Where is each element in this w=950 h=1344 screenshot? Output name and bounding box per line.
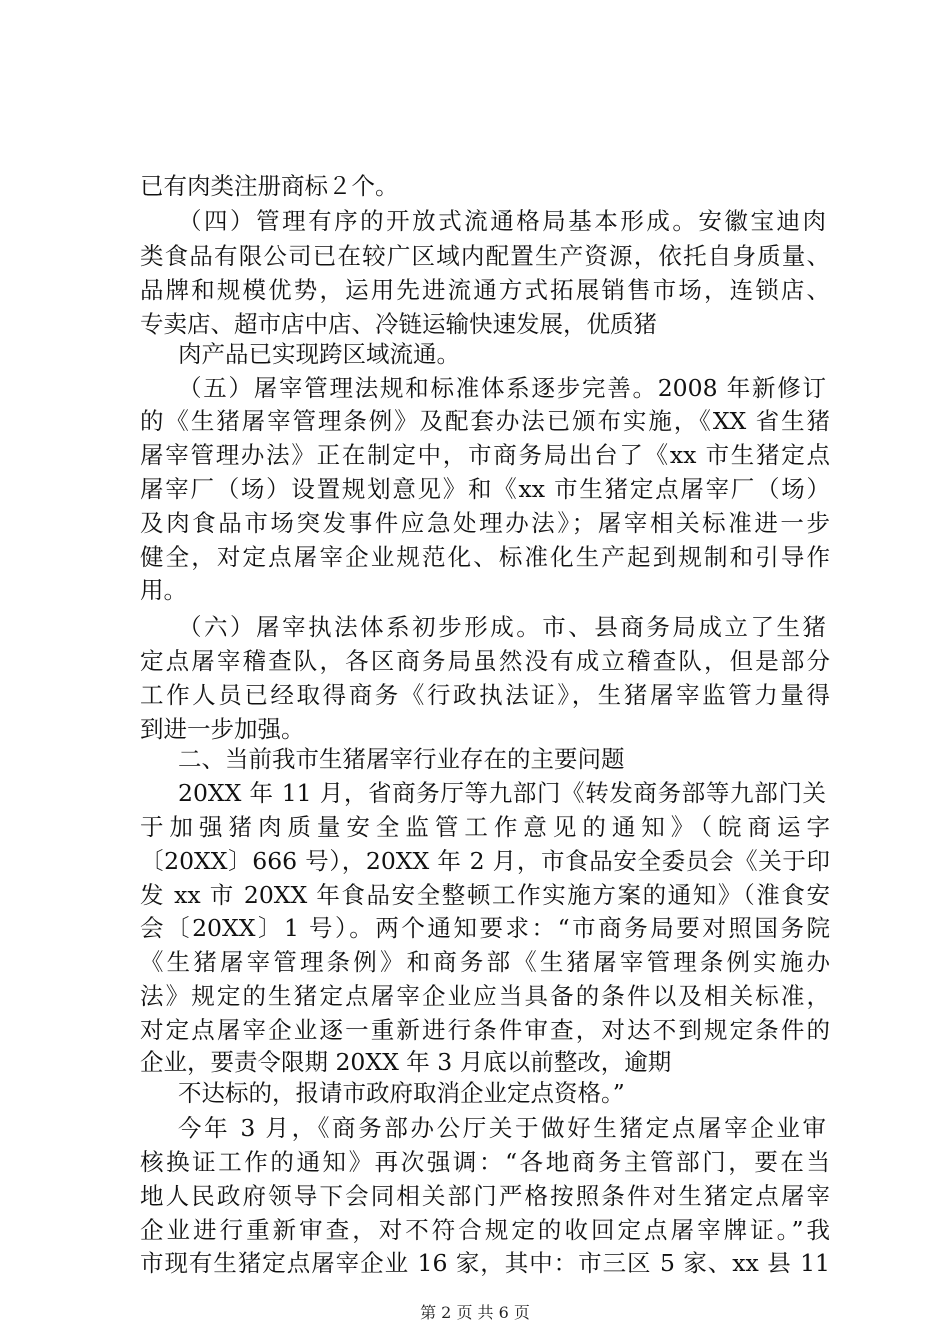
text-line: 〔20XX〕666 号），20XX 年 2 月，市食品安全委员会《关于印 [140,847,830,875]
text-line: 专卖店、超市店中店、冷链运输快速发展，优质猪 [140,310,657,338]
text-line: 企业，要责令限期 20XX 年 3 月底以前整改，逾期 [140,1048,672,1076]
text-line: 核换证工作的通知》再次强调：“各地商务主管部门，要在当 [140,1148,830,1176]
text-line: 类食品有限公司已在较广区域内配置生产资源，依托自身质量、 [140,242,830,270]
text-line: 用。 [140,576,187,604]
text-line: 屠宰管理办法》正在制定中，市商务局出台了《xx 市生猪定点 [140,441,830,469]
text-line: 屠宰厂（场）设置规划意见》和《xx 市生猪定点屠宰厂（场） [140,475,830,503]
text-line: 定点屠宰稽查队，各区商务局虽然没有成立稽查队，但是部分 [140,647,830,675]
text-line: 肉产品已实现跨区域流通。 [178,340,460,368]
text-line: （五）屠宰管理法规和标准体系逐步完善。2008 年新修订 [178,374,826,402]
text-line: 及肉食品市场突发事件应急处理办法》；屠宰相关标准进一步 [140,509,830,537]
text-line: （四）管理有序的开放式流通格局基本形成。安徽宝迪肉 [178,207,826,235]
text-line: 健全，对定点屠宰企业规范化、标准化生产起到规制和引导作 [140,543,830,571]
text-line: 地人民政府领导下会同相关部门严格按照条件对生猪定点屠宰 [140,1182,830,1210]
text-line: 市现有生猪定点屠宰企业 16 家，其中：市三区 5 家、xx 县 11 [140,1249,830,1277]
text-line: 对定点屠宰企业逐一重新进行条件审查，对达不到规定条件的 [140,1016,830,1044]
section-heading: 二、当前我市生猪屠宰行业存在的主要问题 [178,745,625,773]
text-line: 到进一步加强。 [140,715,305,743]
text-line: 法》规定的生猪定点屠宰企业应当具备的条件以及相关标准， [140,982,830,1010]
text-line: 于加强猪肉质量安全监管工作意见的通知》（皖商运字 [140,813,830,841]
text-line: 企业进行重新审查，对不符合规定的收回定点屠宰牌证。”我 [140,1216,830,1244]
text-line: 工作人员已经取得商务《行政执法证》，生猪屠宰监管力量得 [140,681,830,709]
text-line: （六）屠宰执法体系初步形成。市、县商务局成立了生猪 [178,613,826,641]
text-line: 品牌和规模优势，运用先进流通方式拓展销售市场，连锁店、 [140,276,830,304]
page-footer: 第 2 页 共 6 页 [420,1303,530,1322]
text-line: 不达标的，报请市政府取消企业定点资格。” [178,1079,625,1107]
text-line: 发 xx 市 20XX 年食品安全整顿工作实施方案的通知》（淮食安 [140,881,830,909]
text-line: 20XX 年 11 月，省商务厅等九部门《转发商务部等九部门关 [178,779,826,807]
text-line: 的《生猪屠宰管理条例》及配套办法已颁布实施，《XX 省生猪 [140,407,830,435]
text-line: 已有肉类注册商标２个。 [140,172,399,200]
text-line: 会〔20XX〕1 号）。两个通知要求：“市商务局要对照国务院 [140,914,830,942]
text-line: 《生猪屠宰管理条例》和商务部《生猪屠宰管理条例实施办 [140,948,830,976]
text-line: 今年 3 月，《商务部办公厅关于做好生猪定点屠宰企业审 [178,1114,826,1142]
